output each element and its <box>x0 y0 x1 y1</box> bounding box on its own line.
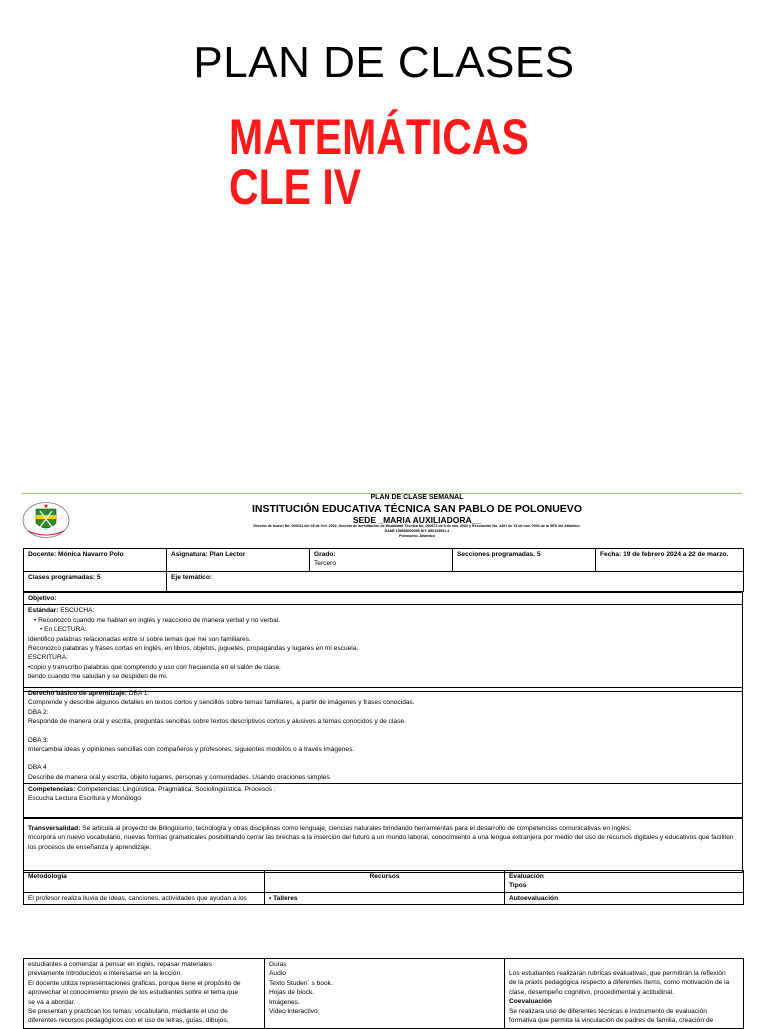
teacher-cell: Docente: Mónica Navarro Polo <box>24 549 167 572</box>
listening-label: ESCUCHA: <box>58 607 95 615</box>
dba-3-text: Intercambia ideas y opiniones sencillas con compañeros y profesores, siguientes modelos o a través imágenes. <box>28 746 355 754</box>
evaluation-text <box>505 959 744 1029</box>
evaluation-header <box>505 871 744 893</box>
dba-table <box>23 687 743 784</box>
sede-name: SEDE _MARIA AUXILIADORA__ <box>352 515 482 525</box>
dba-4-text: Describe de manera oral y escrita, objeto lugares, personas y comunidades. Usando oraciones simples. <box>28 773 332 781</box>
objective-table <box>23 592 743 692</box>
subject-name: MATEMÁTICAS <box>229 109 529 165</box>
methodology-text: estudiantes a comenzar a pensar en inglés, repasar materiales previamente introducidos e interesarse en la lección. El docente utiliza representaciones graficas, porque tiene el propósito de aprovechar el conocimiento previo de los estudiantes sobre el tema que se va a abordar. Se presentan y practican los temas: vocabulario, mediante el uso de diferentes recursos pedagógicos con el uso de letras, guías, dibujos, <box>24 959 265 1029</box>
dba-1-text: Comprende y describe algunos detalles en textos cortos y sencillos sobre temas familiares, a partir de imágenes y frases conocidas. <box>28 699 415 707</box>
theme-cell: Eje temático: <box>167 572 744 592</box>
level-name: CLE IV <box>229 159 362 215</box>
grade-cell <box>310 549 453 572</box>
competencies-label: Competencias: <box>28 786 76 793</box>
dane-text: DANE 108558000099 NIT. 890103991-4 <box>384 529 450 533</box>
methodology-header: Metodología <box>24 871 265 893</box>
info-row-1 <box>23 548 744 572</box>
competencies-text: Competencias: Lingüística. Pragmática. Sociolingüística. Procesos : <box>75 786 276 793</box>
dba-4-label: DBA 4 <box>28 764 47 772</box>
school-header <box>22 494 744 544</box>
decree-text: Decreto de fusión No. 000011 del 28 de Oct. 2002, Decreto de acreditación de Modalidad Técnica No. 000674 de 5 de nov. 2004 y Resolución No. 3491 de 15 de nov. 2004 de la SED del Atlántico. <box>253 524 581 528</box>
plan-label: PLAN DE CLASE SEMANAL <box>370 494 464 501</box>
competencies-heading <box>28 785 738 794</box>
sections-cell: Secciones programadas. 5 <box>453 549 596 572</box>
cover-subtitle <box>229 109 529 215</box>
standard-item: Identifico palabras relacionadas entre sí sobre temas que me son familiares. <box>28 635 251 643</box>
transversality-text: Se articula al proyecto de Bilingüismo, tecnología y otras disciplinas como lenguaje, ciencias naturales brindando herramientas para el desarrollo de competencias comunicativas en inglés. <box>80 825 631 832</box>
dba-cell <box>24 688 743 784</box>
coevaluation-label: Coevaluación <box>509 998 552 1006</box>
transversality-label: Transversalidad: <box>28 825 81 832</box>
methods-table <box>23 870 744 905</box>
dba-1-label: DBA 1: <box>126 690 150 697</box>
grade-value: Tercero <box>314 560 336 568</box>
dba-heading <box>28 689 738 698</box>
standard-heading <box>28 606 738 615</box>
evaluation-label: Evaluación <box>509 873 544 880</box>
classes-cell: Clases programadas: 5 <box>24 572 167 592</box>
standard-item: Reconozco palabras y frases cortas en inglés, en libros, objetos, juguetes, propagandas y lugares en mi escuela. <box>28 645 359 653</box>
evaluation-paragraph: Los estudiantes realizaran rubricas evaluativas, que permitirán la reflexión de la praxis pedagógica respecto a diferentes ítems, como motivación de la clase, desempeño cognitivo, procedimental y actitudinal. <box>509 970 730 996</box>
processes-text: Escucha Lectura Escritura y Monólogo <box>28 795 141 803</box>
dba-2-label: DBA 2: <box>28 708 49 716</box>
standard-cell <box>24 605 743 692</box>
school-logo-icon <box>22 501 70 539</box>
resources-list: Guías Audio Texto Studen´ s book. Hojas de block. Imágenes. Video interactivo <box>265 959 505 1029</box>
standard-item: • En LECTURA: <box>40 626 87 634</box>
competencies-cell <box>24 784 743 818</box>
dba-label: Derecho básico de aprendizaje: <box>28 690 127 697</box>
location-text: Polonuevo- Atlántico <box>399 534 435 538</box>
objective-label: Objetivo: <box>24 593 743 605</box>
date-cell: Fecha: 19 de febrero 2024 a 22 de marzo. <box>596 549 744 572</box>
writing-label: ESCRITURA: <box>28 654 68 662</box>
evaluation-paragraph-2: Se realizara uso de diferentes técnicas e instrumento de evaluación formativa que permita la vinculación de padres de familia, creación de <box>509 1007 714 1025</box>
self-evaluation-label: Autoevaluación <box>505 892 744 904</box>
methods-continuation-table <box>23 958 744 1029</box>
standard-item: •copio y transcribo palabras que comprendo y uso con frecuencia en el salón de clase. <box>28 663 282 671</box>
transversality-cell <box>24 819 743 873</box>
standard-item: tiendo cuando me saludan y se despiden de mi. <box>28 673 168 681</box>
institution-name: INSTITUCIÓN EDUCATIVA TÉCNICA SAN PABLO DE POLONUEVO <box>252 503 582 515</box>
resources-header: Recursos <box>265 871 505 893</box>
info-row-2 <box>23 571 744 592</box>
dba-2-text: Responde de manera oral y escrita, preguntas sencillas sobre textos descriptivos cortos y alusivos a temas conocidos y de clase. <box>28 718 406 726</box>
transversality-text-2: Incorpora un nuevo vocabulario, nuevas formas gramaticales posibilitando cerrar las brechas a la inserción del futuro a un mundo laboral, conocimiento a una lengua extranjera por medio del uso de recursos digitales y educativos que faciliten los procesos de enseñanza y aprendizaje. <box>28 834 734 851</box>
transversality-heading <box>28 824 738 833</box>
workshops-item: • Talleres <box>265 892 505 904</box>
cover-title: PLAN DE CLASES <box>193 38 575 87</box>
competencies-table <box>23 783 743 818</box>
transversality-table <box>23 818 743 873</box>
standard-item: • Reconozco cuando me hablan en inglés y reacciono de manera verbal y no verbal. <box>34 616 281 624</box>
grade-label: Grado: <box>314 551 336 558</box>
dba-3-label: DBA 3: <box>28 736 49 744</box>
methodology-line: El profesor realiza lluvia de ideas, canciones, actividades que ayudan a los <box>24 892 265 904</box>
types-label: Tipos <box>509 882 527 890</box>
standard-label: Estándar: <box>28 607 59 615</box>
subject-cell: Asignatura: Plan Lector <box>167 549 310 572</box>
